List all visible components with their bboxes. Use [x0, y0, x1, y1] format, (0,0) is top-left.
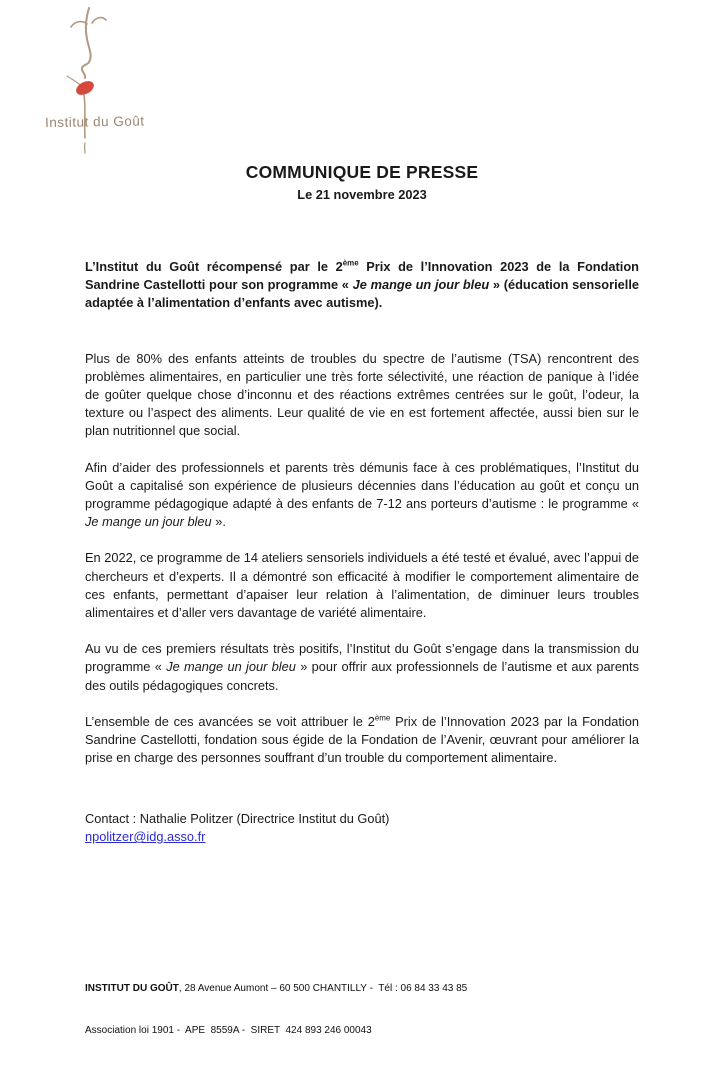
paragraph: [85, 713, 639, 768]
paragraph: [85, 258, 639, 313]
contact-block: [85, 810, 639, 846]
footer-line-2: Association loi 1901 - APE 8559A - SIRET 424 893 246 00043: [85, 1025, 372, 1036]
text-run: Afin d’aider des professionnels et parents très démunis face à ces problématiques, l’Institut du Goût a capitalisé son expérience de plusieurs décennies dans l’éducation au goût et conçu un programme pédagogique adapté à des enfants de 7-12 ans porteurs d’autisme : le programme «: [85, 459, 639, 512]
paragraph: [85, 640, 639, 695]
paragraph: [85, 350, 639, 441]
contact-line: Contact : Nathalie Politzer (Directrice Institut du Goût): [85, 811, 390, 826]
institut-du-gout-logo: [45, 4, 175, 154]
paragraph: [85, 459, 639, 532]
text-run: Prix de l’Innovation 2023 de la Fondation Sandrine Castellotti pour son programme «: [85, 259, 639, 293]
document-date: Le 21 novembre 2023: [297, 187, 427, 202]
footer-address: , 28 Avenue Aumont – 60 500 CHANTILLY - Tél : 06 84 33 43 85: [178, 983, 468, 994]
logo-wordmark: Institut du Goût: [44, 113, 145, 131]
text-run: En 2022, ce programme de 14 ateliers sensoriels individuels a été testé et évalué, avec l’appui de chercheurs et d’experts. Il a démontré son efficacité à modifier le comportement alimentaire de ces enfants, permettant d’apaiser leur relation à l’alimentation, de diminuer leurs troubles alimentaires et d’aller vers davantage de variété alimentaire.: [85, 550, 639, 621]
body-paragraphs: [85, 258, 639, 785]
document-footer: [85, 954, 655, 1066]
face-profile-logo-icon: [45, 4, 175, 154]
superscript-text: ème: [374, 713, 391, 723]
text-run: Prix de l’Innovation 2023 par la Fondation Sandrine Castellotti, fondation sous égide de la Fondation de l’Avenir, œuvrant pour améliorer la prise en charge des personnes souffrant d’un trouble du comportement alimentaire.: [85, 713, 639, 766]
italic-program-name: Je mange un jour bleu: [85, 514, 212, 530]
italic-program-name: Je mange un jour bleu: [352, 277, 490, 293]
paragraph: [85, 549, 639, 622]
text-run: L’Institut du Goût récompensé par le 2: [85, 259, 343, 274]
page-title: COMMUNIQUE DE PRESSE: [245, 162, 479, 182]
text-run: » (éducation sensorielle adaptée à l’alimentation d’enfants avec autisme).: [85, 277, 639, 311]
text-run: Au vu de ces premiers résultats très positifs, l’Institut du Goût s’engage dans la transmission du programme «: [85, 641, 639, 675]
lips-shape: [74, 78, 96, 98]
italic-program-name: Je mange un jour bleu: [166, 659, 296, 675]
text-run: Plus de 80% des enfants atteints de troubles du spectre de l’autisme (TSA) rencontrent des problèmes alimentaires, en particulier une très forte sélectivité, une réaction de panique à l’idée de goûter quelque chose d’inconnu et des réactions extrêmes centrées sur le goût, l’odeur, la texture ou l’aspect des aliments. Leur qualité de vie en est fortement affectée, aussi bien sur le plan nutritionnel que social.: [85, 350, 639, 439]
footer-org-name: INSTITUT DU GOÛT: [85, 983, 179, 994]
email-link[interactable]: npolitzer@idg.asso.fr: [85, 829, 206, 845]
text-run: ».: [211, 514, 226, 530]
footer-line-1: [85, 982, 655, 996]
text-run: L’ensemble de ces avancées se voit attribuer le 2: [85, 713, 375, 729]
superscript-text: ème: [342, 258, 359, 268]
text-run: » pour offrir aux professionnels de l’autisme et aux parents des outils pédagogiques concrets.: [85, 659, 640, 693]
document-header: [0, 162, 724, 202]
